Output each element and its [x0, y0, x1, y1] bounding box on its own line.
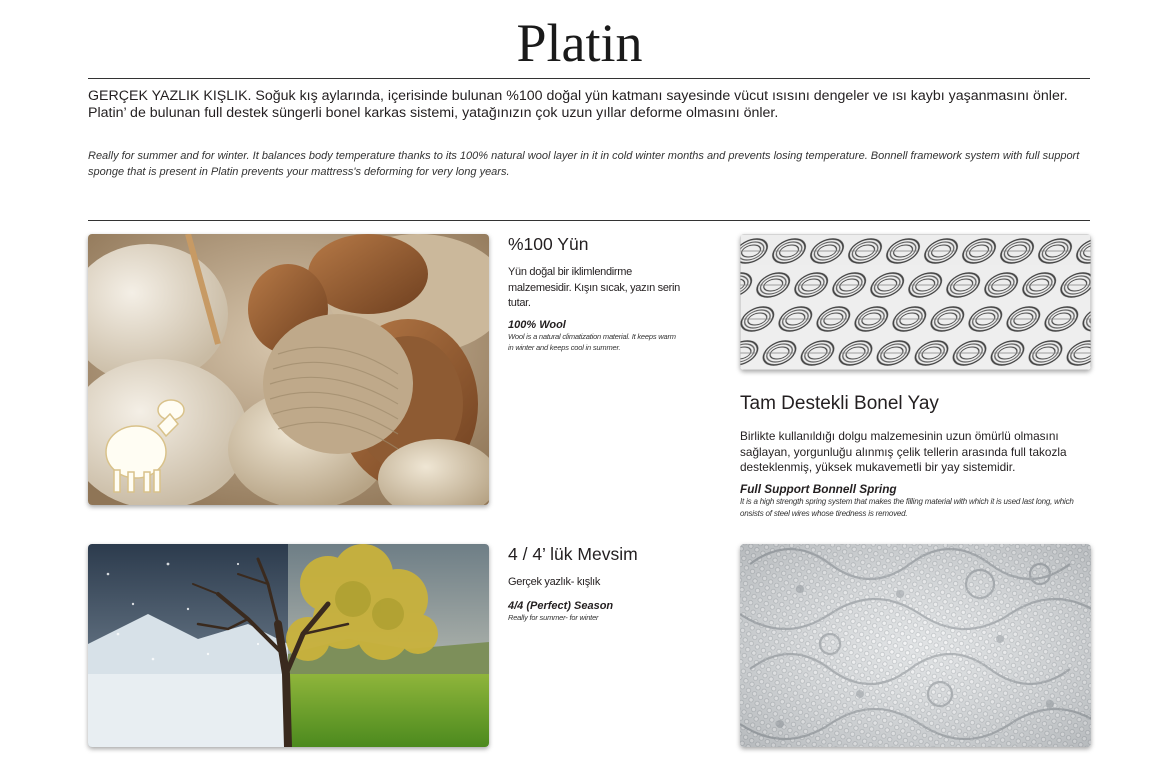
intro-text-tr: GERÇEK YAZLIK KIŞLIK. Soğuk kış aylarında, içerisinde bulunan %100 doğal yün katmanı sayesinde vücut ısısını dengeler ve ısı kaybı yaşanmasını önler. Platin’ de bulunan full destek süngerli bonel karkas sistemi, yatağınızın çok uzun yıllar deforme olmasını önler.	[88, 88, 1068, 121]
section-divider	[88, 220, 1090, 221]
bonnell-springs-photo	[740, 234, 1091, 370]
feature-spring-title: Tam Destekli Bonel Yay	[740, 393, 939, 414]
intro-text-en: Really for summer and for winter. It balances body temperature thanks to its 100% natural wool layer in it in cold winter months and prevents losing temperature. Bonnell framework system with full support sponge that is present in Platin prevents your mattress's deforming for very long years.	[88, 150, 1080, 178]
feature-spring	[740, 393, 1092, 521]
wool-yarn-photo	[88, 234, 489, 505]
quilted-fabric-photo	[740, 544, 1091, 747]
title-divider	[88, 78, 1090, 79]
feature-spring-text-en: It is a high strength spring system that makes the filling material with which it is used last long, which onsists of steel wires whose tiredness is removed.	[740, 496, 1074, 518]
feature-spring-title-en: Full Support Bonnell Spring	[740, 481, 897, 496]
page-title: Platin	[516, 13, 643, 73]
feature-wool-title: %100 Yün	[508, 234, 589, 254]
feature-wool	[508, 234, 698, 353]
feature-season	[508, 544, 708, 623]
feature-season-title: 4 / 4’ lük Mevsim	[508, 544, 638, 564]
feature-wool-text-en: Wool is a natural climatization material. It keeps warm in winter and keeps cool in summer.	[508, 331, 676, 352]
feature-wool-title-en: 100% Wool	[508, 318, 566, 331]
feature-season-text-en: Really for summer- for winter	[508, 612, 599, 622]
feature-season-title-en: 4/4 (Perfect) Season	[508, 599, 614, 612]
feature-wool-text-tr: Yün doğal bir iklimlendirme malzemesidir. Kışın sıcak, yazın serin tutar.	[508, 266, 680, 309]
feature-season-text-tr: Gerçek yazlık- kışlık	[508, 576, 601, 588]
feature-spring-text-tr: Birlikte kullanıldığı dolgu malzemesinin uzun ömürlü olmasını sağlayan, yorgunluğu alınmış çelik tellerin arasında full takozla desteklenmiş, yüksek mukavemetli bir yay sistemidir.	[740, 429, 1067, 474]
four-seasons-tree-photo	[88, 544, 489, 747]
